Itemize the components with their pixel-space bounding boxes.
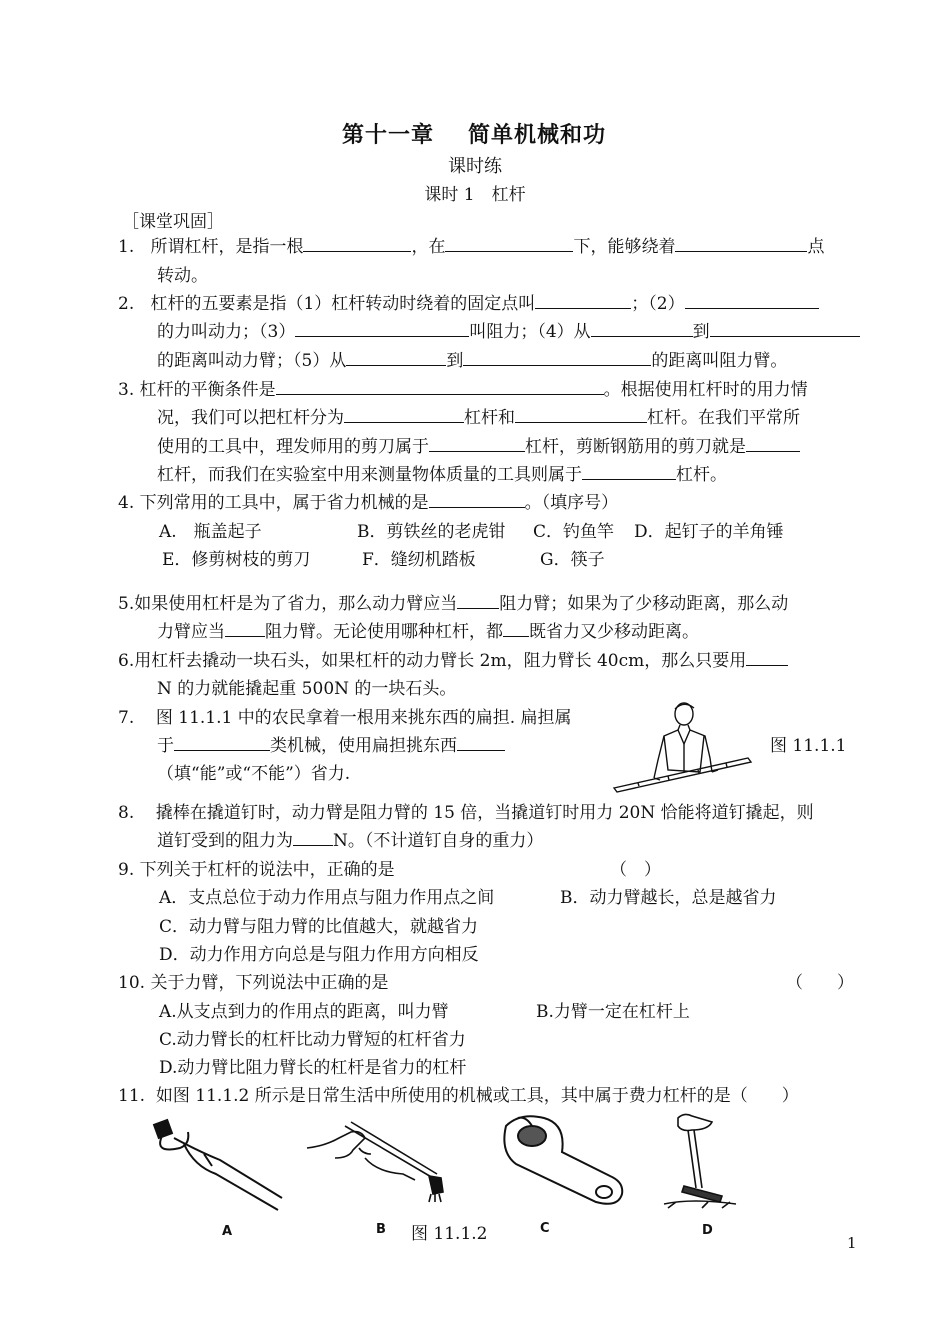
- q3-text-d: 杠杆和: [464, 408, 515, 428]
- q4-blank[interactable]: [429, 491, 525, 508]
- question-8-line-2: [157, 829, 543, 853]
- q2-text-e: 到: [692, 322, 710, 342]
- q6-blank[interactable]: [746, 649, 788, 666]
- q3-text-a: 杠杆的平衡条件是: [139, 380, 276, 400]
- q3-text-h: 杠杆，而我们在实验室中用来测量物体质量的工具则属于: [157, 465, 582, 485]
- q3-text-b: 。根据使用杠杆时的用力情: [603, 380, 808, 400]
- hammer-illustration: [662, 1112, 744, 1210]
- q11-number: 11.: [118, 1086, 146, 1106]
- question-8-line-1: [118, 801, 814, 825]
- q2-blank-7[interactable]: [463, 349, 651, 366]
- q9-answer-parens[interactable]: （ ）: [610, 860, 661, 880]
- section-label: ［课堂巩固］: [122, 212, 224, 232]
- q4-option-c: C．钓鱼竿: [533, 522, 615, 542]
- q3-text-c: 况，我们可以把杠杆分为: [157, 408, 344, 428]
- figure-label-b: B: [376, 1222, 386, 1237]
- question-5-line-2: [157, 620, 699, 644]
- q8-text-a: 撬棒在撬道钉时，动力臂是阻力臂的 15 倍，当撬道钉时用力 20N 恰能将道钉撬起，则: [155, 803, 814, 823]
- figure-label-a: A: [222, 1224, 233, 1239]
- chapter-number: 第十一章: [342, 123, 435, 148]
- figure-11-1-2-caption: 图 11.1.2: [411, 1224, 488, 1244]
- q2-blank-3[interactable]: [295, 320, 469, 337]
- q7-blank-1[interactable]: [174, 734, 270, 751]
- figure-11-1-1-caption: 图 11.1.1: [770, 736, 847, 756]
- q9-option-a: A．支点总位于动力作用点与阻力作用点之间: [159, 888, 495, 908]
- q5-blank-3[interactable]: [503, 620, 529, 637]
- q9-option-b: B．动力臂越长，总是越省力: [560, 888, 777, 908]
- q9-option-c: C．动力臂与阻力臂的比值越大，就越省力: [159, 917, 479, 937]
- q8-text-b: 道钉受到的阻力为: [157, 831, 293, 851]
- q3-blank-1[interactable]: [276, 378, 604, 395]
- q10-option-b: B.力臂一定在杠杆上: [536, 1002, 690, 1022]
- question-7-line-2: [157, 734, 505, 758]
- q5-text-b: 阻力臂；如果为了少移动距离，那么动: [499, 594, 789, 614]
- q10-answer-parens[interactable]: （ ）: [786, 973, 854, 993]
- q3-number: 3.: [118, 380, 135, 400]
- q3-text-f: 使用的工具中，理发师用的剪刀属于: [157, 437, 429, 457]
- question-4-stem: [118, 491, 618, 515]
- question-1-line-2: 转动。: [157, 266, 208, 286]
- q9-stem-text: 下列关于杠杆的说法中，正确的是: [139, 860, 395, 880]
- subtitle: 课时练: [448, 156, 502, 177]
- q2-text-b: ；（2）: [631, 294, 685, 314]
- question-5-line-1: [118, 592, 788, 616]
- q4-tail: 。（填序号）: [524, 493, 619, 513]
- q3-blank-3[interactable]: [515, 406, 647, 423]
- q3-blank-4[interactable]: [429, 435, 525, 452]
- q3-text-g: 杠杆，剪断钢筋用的剪刀就是: [525, 437, 746, 457]
- q3-text-i: 杠杆。: [676, 465, 727, 485]
- q10-option-d: D.动力臂比阻力臂长的杠杆是省力的杠杆: [159, 1058, 467, 1078]
- q5-text-a: 如果使用杠杆是为了省力，那么动力臂应当: [134, 594, 458, 614]
- q5-number: 5.: [118, 594, 135, 614]
- lesson-title: 课时 1 杠杆: [424, 185, 526, 205]
- q1-blank-2[interactable]: [445, 235, 573, 252]
- figure-label-c: C: [540, 1221, 550, 1236]
- q5-text-c: 力臂应当: [157, 622, 225, 642]
- bottle-opener-illustration: [496, 1112, 628, 1206]
- q1-number: 1.: [118, 237, 135, 257]
- q3-blank-2[interactable]: [344, 406, 464, 423]
- question-7-line-3: （填“能”或“不能”）省力.: [157, 764, 351, 784]
- q5-text-e: 既省力又少移动距离。: [529, 622, 699, 642]
- question-7-line-1: [118, 706, 572, 730]
- q2-text-c: 的力叫动力；（3）: [157, 322, 296, 342]
- q2-text-d: 叫阻力；（4）从: [469, 322, 591, 342]
- q4-option-d: D．起钉子的羊角锤: [634, 522, 784, 542]
- q8-text-c: N。（不计道钉自身的重力）: [333, 831, 544, 851]
- q4-option-a: A. 瓶盖起子: [159, 522, 262, 542]
- q1-text-b: ，在: [411, 237, 446, 257]
- q4-option-f: F．缝纫机踏板: [362, 550, 476, 570]
- figure-label-d: D: [702, 1223, 713, 1238]
- page-number: 1: [847, 1234, 857, 1252]
- q10-option-c: C.动力臂长的杠杆比动力臂短的杠杆省力: [159, 1030, 466, 1050]
- q7-number: 7.: [118, 708, 135, 728]
- chapter-title: 简单机械和功: [468, 123, 607, 148]
- q3-blank-6[interactable]: [582, 463, 676, 480]
- farmer-with-pole-illustration: [608, 700, 756, 792]
- q10-stem-text: 关于力臂，下列说法中正确的是: [150, 973, 389, 993]
- q2-blank-4[interactable]: [591, 320, 693, 337]
- question-11-stem: [118, 1084, 799, 1108]
- q9-number: 9.: [118, 860, 135, 880]
- q5-blank-2[interactable]: [225, 620, 265, 637]
- q7-text-c: 类机械，使用扁担挑东西: [270, 736, 457, 756]
- q2-blank-2[interactable]: [685, 292, 819, 309]
- q3-blank-5[interactable]: [746, 435, 800, 452]
- question-10-stem: [118, 971, 388, 995]
- q4-option-e: E．修剪树枝的剪刀: [162, 550, 311, 570]
- q1-blank-3[interactable]: [675, 235, 807, 252]
- q4-number: 4.: [118, 493, 135, 513]
- question-2-line-3: [157, 349, 787, 373]
- q4-option-g: G．筷子: [540, 550, 605, 570]
- q8-blank[interactable]: [293, 829, 333, 846]
- q2-text-f: 的距离叫动力臂；（5）从: [157, 351, 347, 371]
- question-2-line-2: [157, 320, 860, 344]
- q1-text-d: 点: [807, 237, 825, 257]
- q4-option-b: B．剪铁丝的老虎钳: [357, 522, 506, 542]
- q11-stem-text: 如图 11.1.2 所示是日常生活中所使用的机械或工具，其中属于费力杠杆的是（ ）: [155, 1086, 799, 1106]
- question-9-stem: [118, 858, 395, 882]
- question-3-line-3: [157, 435, 800, 459]
- question-1-line-1: [118, 235, 824, 259]
- tweezers-illustration: [305, 1118, 455, 1204]
- q10-option-a: A.从支点到力的作用点的距离，叫力臂: [159, 1002, 449, 1022]
- q6-text-a: 用杠杆去撬动一块石头，如果杠杆的动力臂长 2m，阻力臂长 40cm，那么只要用: [134, 651, 747, 671]
- question-6-line-1: [118, 649, 788, 673]
- q2-number: 2.: [118, 294, 135, 314]
- q2-blank-5[interactable]: [710, 320, 860, 337]
- q1-text-c: 下，能够绕着: [573, 237, 676, 257]
- q2-blank-6[interactable]: [346, 349, 446, 366]
- q5-text-d: 阻力臂。无论使用哪种杠杆，都: [265, 622, 503, 642]
- q3-text-e: 杠杆。在我们平常所: [647, 408, 800, 428]
- q9-option-d: D．动力作用方向总是与阻力作用方向相反: [159, 945, 479, 965]
- q7-blank-2[interactable]: [457, 734, 505, 751]
- q10-number: 10.: [118, 973, 146, 993]
- question-2-line-1: [118, 292, 819, 316]
- question-3-line-1: [118, 378, 808, 402]
- q8-number: 8.: [118, 803, 135, 823]
- q7-text-b: 于: [157, 736, 174, 756]
- q4-stem-text: 下列常用的工具中，属于省力机械的是: [139, 493, 429, 513]
- q2-text-h: 的距离叫阻力臂。: [651, 351, 788, 371]
- q7-text-a: 图 11.1.1 中的农民拿着一根用来挑东西的扁担. 扁担属: [155, 708, 572, 728]
- pincers-illustration: [150, 1114, 290, 1214]
- question-3-line-4: [157, 463, 727, 487]
- q2-blank-1[interactable]: [535, 292, 631, 309]
- q1-text-a: 所谓杠杆，是指一根: [150, 237, 304, 257]
- question-3-line-2: [157, 406, 800, 430]
- q5-blank-1[interactable]: [457, 592, 499, 609]
- question-6-line-2: N 的力就能撬起重 500N 的一块石头。: [157, 679, 457, 699]
- q2-text-a: 杠杆的五要素是指（1）杠杆转动时绕着的固定点叫: [150, 294, 536, 314]
- q2-text-g: 到: [446, 351, 464, 371]
- q6-number: 6.: [118, 651, 135, 671]
- q1-blank-1[interactable]: [303, 235, 411, 252]
